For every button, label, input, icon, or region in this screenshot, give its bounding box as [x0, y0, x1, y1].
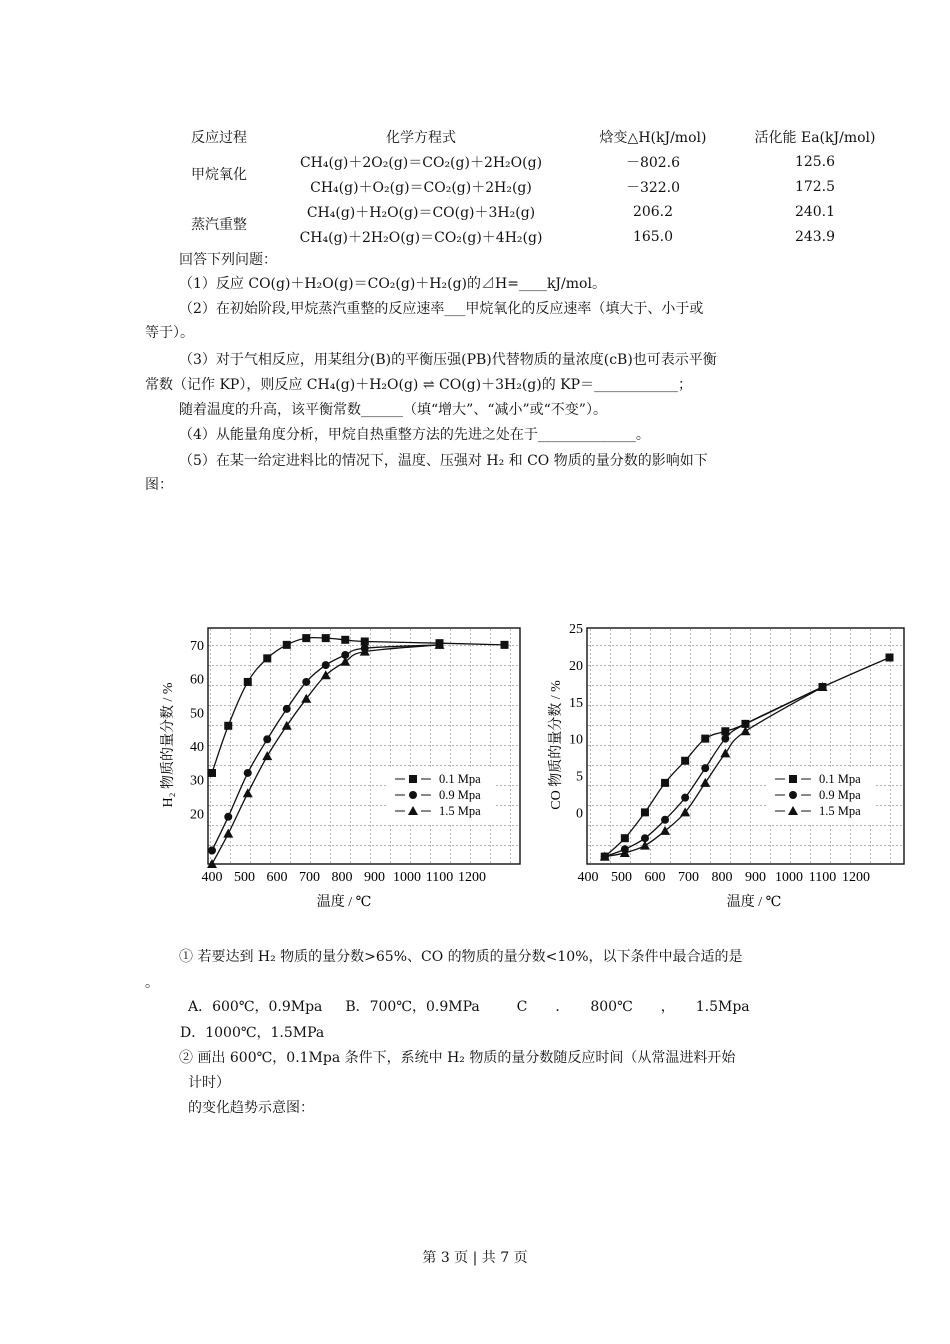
h2-data-point — [208, 847, 216, 855]
h2-legend-marker — [409, 791, 417, 799]
dh-cell: 165.0 — [632, 228, 674, 245]
co-data-point — [661, 779, 669, 787]
question-2: （2）在初始阶段,甲烷蒸汽重整的反应速率___甲烷氧化的反应速率（填大于、小于或 — [179, 301, 704, 317]
h2-data-point — [322, 634, 330, 642]
co-x-tick-label: 1200 — [842, 870, 870, 885]
h2-legend-marker — [409, 775, 417, 783]
option-b: B．700℃，0.9MPa — [345, 999, 480, 1015]
table-row — [168, 149, 896, 174]
h2-x-tick-label: 500 — [234, 870, 255, 885]
equation-cell: CH₄(g)＋2O₂(g)＝CO₂(g)＋2H₂O(g) — [299, 154, 543, 171]
process-cell: 蒸汽重整 — [191, 217, 247, 233]
h2-data-point — [341, 636, 349, 644]
co-y-tick-label: 20 — [569, 658, 583, 674]
subquestion-2-tail: 的变化趋势示意图： — [188, 1100, 314, 1116]
dh-cell: 206.2 — [632, 203, 674, 220]
h2-data-point — [302, 678, 310, 686]
table-header: 焓变△H(kJ/mol) — [599, 129, 707, 146]
co-legend — [768, 767, 874, 825]
h2-x-tick-label: 600 — [266, 870, 288, 885]
co-legend-marker — [789, 775, 797, 783]
h2-data-point — [224, 722, 232, 730]
h2-y-tick-label: 60 — [190, 672, 204, 688]
co-chart — [547, 622, 904, 910]
question-5: （5）在某一给定进料比的情况下，温度、压强对 H₂ 和 CO 物质的量分数的影响如下 — [179, 453, 708, 469]
co-x-axis-label: 温度 / ℃ — [726, 895, 782, 910]
co-legend-label: 0.1 Mpa — [819, 772, 861, 786]
h2-x-tick-label: 900 — [364, 870, 385, 885]
co-x-tick-label: 400 — [577, 870, 599, 885]
table-header: 反应过程 — [191, 129, 247, 146]
co-legend-label: 1.5 Mpa — [819, 804, 861, 818]
equation-cell: CH₄(g)＋O₂(g)＝CO₂(g)＋2H₂(g) — [310, 179, 532, 196]
co-x-tick-label: 1000 — [775, 870, 803, 885]
intro-text: 回答下列问题： — [179, 252, 277, 268]
table-header-row — [168, 124, 896, 149]
h2-x-axis-label: 温度 / ℃ — [316, 895, 372, 910]
h2-y-tick-label: 50 — [190, 706, 204, 722]
table-row — [168, 224, 896, 249]
co-data-point — [621, 834, 629, 842]
h2-x-tick-label: 400 — [201, 870, 223, 885]
question-1: （1）反应 CO(g)＋H₂O(g)＝CO₂(g)＋H₂(g)的⊿H=____kJ/mol。 — [179, 276, 606, 292]
h2-x-tick-label: 1000 — [393, 870, 421, 885]
h2-data-point — [224, 813, 232, 821]
co-plot-frame — [587, 628, 904, 864]
co-x-tick-label: 900 — [745, 870, 766, 885]
co-x-tick-label: 500 — [611, 870, 632, 885]
option-c: C ． 800℃ ， 1.5Mpa — [516, 999, 750, 1015]
h2-plot-frame — [208, 628, 520, 864]
question-3-cont: 常数（记作 KP），则反应 CH₄(g)＋H₂O(g) ⇌ CO(g)＋3H₂(g)的 KP＝____________； — [145, 377, 693, 393]
co-legend-label: 0.9 Mpa — [819, 788, 861, 802]
reaction-table — [168, 124, 896, 249]
dh-cell: －802.6 — [625, 154, 681, 171]
subquestion-1-cont: 。 — [145, 975, 159, 991]
h2-y-tick-label: 70 — [190, 638, 204, 654]
h2-data-point — [283, 641, 291, 649]
co-data-point — [641, 808, 649, 816]
table-header: 化学方程式 — [386, 129, 456, 146]
co-data-point — [886, 654, 894, 662]
co-y-tick-label: 0 — [576, 806, 583, 822]
co-y-tick-label: 10 — [569, 732, 583, 748]
h2-chart — [159, 628, 520, 910]
table-row — [168, 174, 896, 199]
h2-y-tick-label: 40 — [190, 740, 204, 755]
co-y-tick-label: 25 — [569, 622, 583, 637]
h2-x-tick-label: 800 — [331, 870, 353, 885]
h2-y-axis-label: H₂ 物质的量分数 / % — [161, 682, 176, 808]
co-y-tick-label: 15 — [569, 695, 583, 711]
h2-x-tick-label: 700 — [299, 870, 320, 885]
table-row — [168, 199, 896, 224]
h2-legend-label: 1.5 Mpa — [439, 804, 481, 818]
co-data-point — [681, 794, 689, 802]
co-x-tick-label: 800 — [711, 870, 733, 885]
question-5-cont: 图： — [145, 477, 173, 493]
process-cell: 甲烷氧化 — [191, 167, 247, 183]
h2-data-point — [263, 654, 271, 662]
question-2-cont: 等于）。 — [145, 325, 194, 341]
subquestion-1: ① 若要达到 H₂ 物质的量分数>65%、CO 的物质的量分数<10%，以下条件中最合适的是 — [179, 949, 743, 965]
co-data-point — [701, 764, 709, 772]
h2-y-tick-label: 20 — [190, 807, 204, 823]
subquestion-2: ② 画出 600℃，0.1Mpa 条件下，系统中 H₂ 物质的量分数随反应时间（从常温进料开始 — [179, 1050, 736, 1066]
equation-cell: CH₄(g)＋H₂O(g)＝CO(g)＋3H₂(g) — [306, 204, 536, 221]
co-x-tick-label: 600 — [644, 870, 666, 885]
equation-cell: CH₄(g)＋2H₂O(g)＝CO₂(g)＋4H₂(g) — [299, 229, 543, 246]
page-footer: 第 3 页 | 共 7 页 — [422, 1250, 528, 1266]
dh-cell: －322.0 — [625, 179, 681, 196]
charts-figure — [150, 525, 910, 920]
options-row-1 — [188, 996, 808, 1018]
question-3: （3）对于气相反应，用某组分(B)的平衡压强(PB)代替物质的量浓度(cB)也可表示平衡 — [179, 352, 717, 368]
co-y-tick-label: 5 — [576, 769, 583, 785]
co-data-point — [721, 727, 729, 735]
h2-data-point — [244, 678, 252, 686]
ea-cell: 172.5 — [794, 178, 836, 195]
h2-data-point — [322, 661, 330, 669]
co-x-tick-label: 700 — [678, 870, 699, 885]
co-legend-marker — [789, 791, 797, 799]
co-data-point — [661, 816, 669, 824]
ea-cell: 125.6 — [794, 153, 836, 170]
question-3-temp: 随着温度的升高，该平衡常数______（填“增大”、“减小”或“不变”）。 — [179, 402, 607, 418]
h2-data-point — [263, 735, 271, 743]
h2-y-tick-label: 30 — [190, 773, 204, 789]
option-a: A．600℃，0.9Mpa — [188, 999, 323, 1015]
h2-legend — [388, 767, 494, 825]
h2-data-point — [283, 705, 291, 713]
h2-legend-label: 0.9 Mpa — [439, 788, 481, 802]
option-d: D．1000℃，1.5MPa — [180, 1025, 325, 1041]
h2-data-point — [302, 634, 310, 642]
h2-x-tick-label: 1100 — [425, 870, 454, 885]
co-x-tick-label: 1100 — [808, 870, 837, 885]
ea-cell: 240.1 — [794, 203, 836, 220]
co-data-point — [681, 757, 689, 765]
co-data-point — [701, 735, 709, 743]
co-data-point — [721, 735, 729, 743]
h2-data-point — [244, 769, 252, 777]
ea-cell: 243.9 — [794, 228, 836, 245]
co-y-axis-label: CO 物质的量分数 / % — [549, 680, 564, 810]
h2-x-tick-label: 1200 — [458, 870, 486, 885]
h2-data-point — [501, 641, 509, 649]
h2-data-point — [208, 769, 216, 777]
h2-legend-label: 0.1 Mpa — [439, 772, 481, 786]
table-header: 活化能 Ea(kJ/mol) — [754, 129, 876, 146]
question-4: （4）从能量角度分析，甲烷自热重整方法的先进之处在于______________。 — [179, 427, 650, 443]
subquestion-2-cont: 计时） — [188, 1075, 230, 1091]
